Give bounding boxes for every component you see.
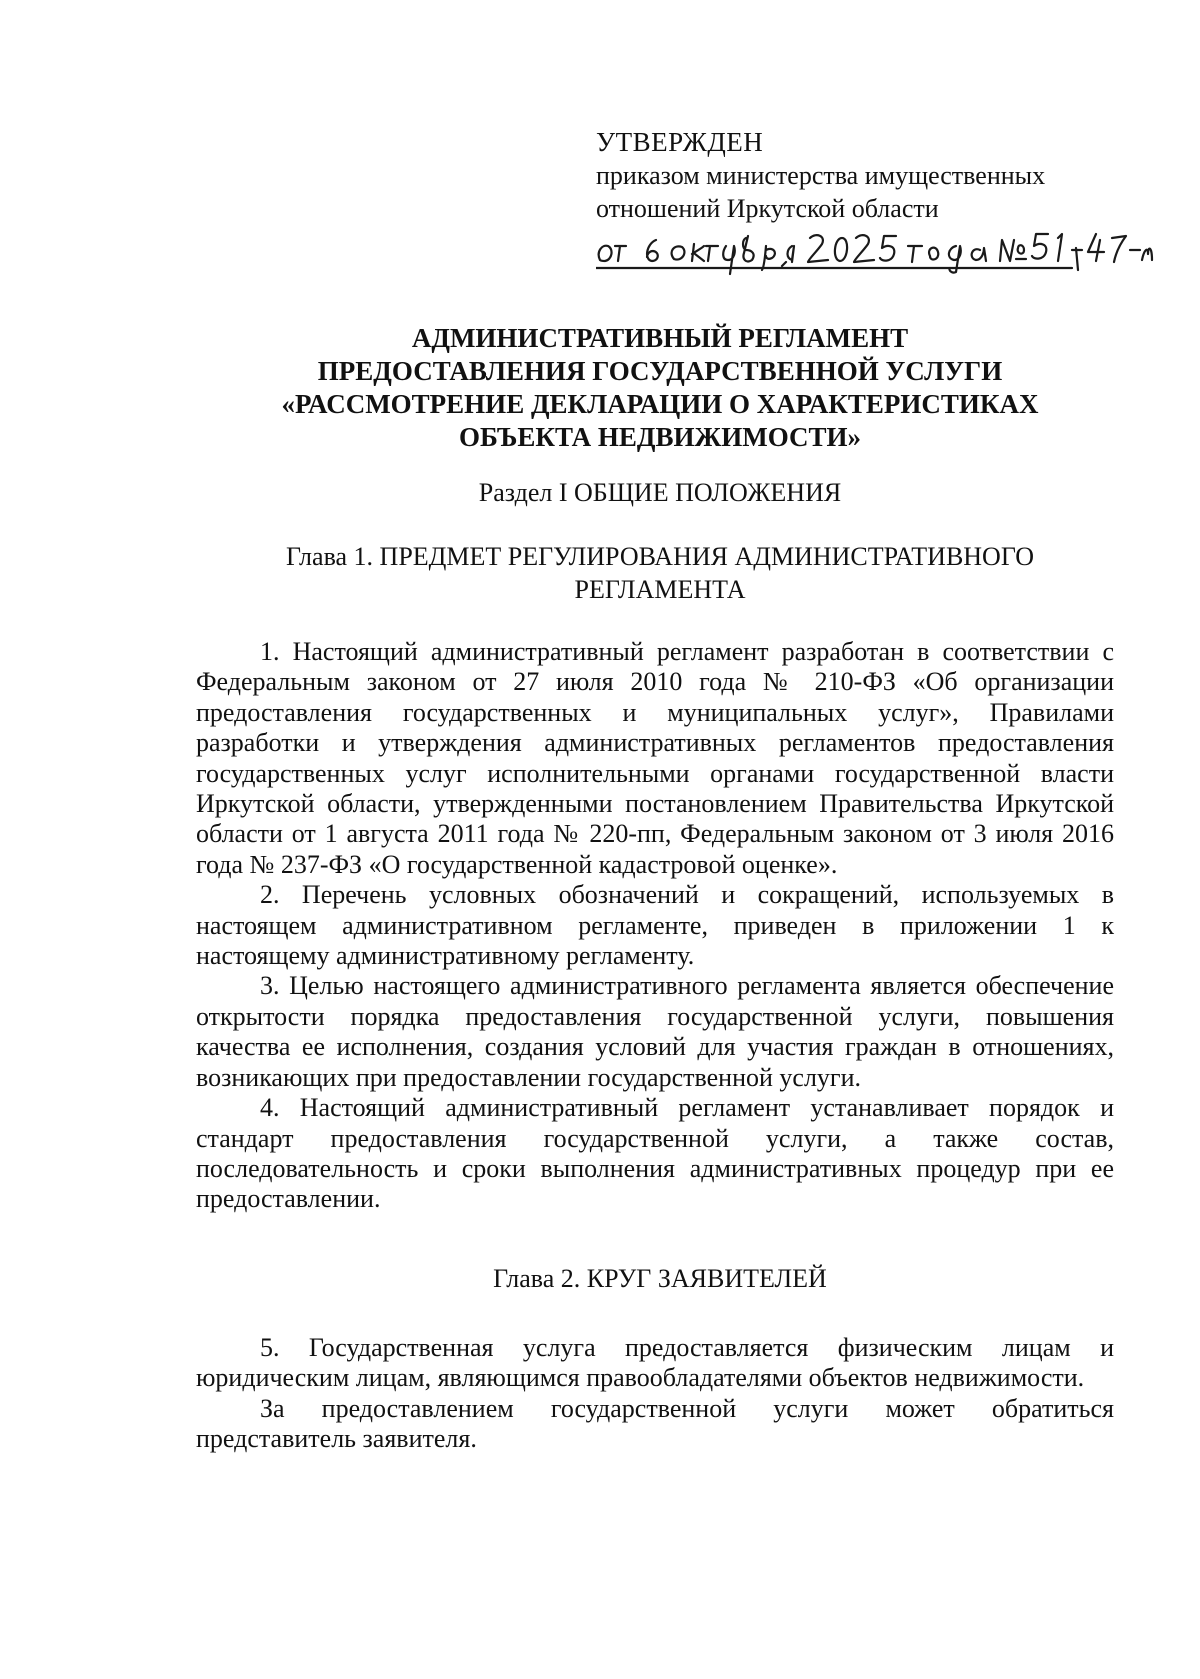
approval-line-2: отношений Иркутской области — [596, 194, 939, 223]
title-line-3: «РАССМОТРЕНИЕ ДЕКЛАРАЦИИ О ХАРАКТЕРИСТИКАХ — [281, 389, 1039, 419]
regulation-title — [200, 322, 1120, 454]
chapter-2-body — [196, 1333, 1114, 1455]
paragraph-4: 4. Настоящий административный регламент устанавливает порядок и стандарт предоставления государственной услуги, а также состав, последовательность и сроки выполнения административных процедур при ее предоставлении. — [196, 1093, 1114, 1214]
approval-stamp — [596, 126, 1156, 225]
chapter-1-body — [196, 637, 1114, 1215]
paragraph-3: 3. Целью настоящего административного регламента является обеспечение открытости порядка предоставления государственной услуги, повышения качества ее исполнения, создания условий для участия граждан в отношениях, возникающих при предоставлении государственной услуги. — [196, 971, 1114, 1092]
paragraph-5: 5. Государственная услуга предоставляется физическим лицам и юридическим лицам, являющимся правообладателями объектов недвижимости. — [196, 1333, 1114, 1393]
handwritten-date-drawing — [596, 226, 1156, 278]
chapter-1-heading-line-2: РЕГЛАМЕНТА — [574, 575, 746, 604]
chapter-1-heading — [200, 540, 1120, 606]
title-line-2: ПРЕДОСТАВЛЕНИЯ ГОСУДАРСТВЕННОЙ УСЛУГИ — [317, 356, 1003, 386]
paragraph-1: 1. Настоящий административный регламент разработан в соответствии с Федеральным законом от 27 июля 2010 года № 210-ФЗ «Об организации предоставления государственных и муниципальных услуг», Правилами разработки и утверждения административных регламентов предоставления государственных услуг исполнительными органами государственной власти Иркутской области, утвержденными постановлением Правительства Иркутской области от 1 августа 2011 года № 220-пп, Федеральным законом от 3 июля 2016 года № 237-ФЗ «О государственной кадастровой оценке». — [196, 637, 1114, 879]
chapter-2-heading: Глава 2. КРУГ ЗАЯВИТЕЛЕЙ — [493, 1264, 827, 1293]
section-heading: Раздел I ОБЩИЕ ПОЛОЖЕНИЯ — [478, 478, 842, 507]
title-line-4: ОБЪЕКТА НЕДВИЖИМОСТИ» — [458, 422, 862, 452]
approval-line-1: приказом министерства имущественных — [596, 161, 1046, 190]
paragraph-representative: За предоставлением государственной услуги может обратиться представитель заявителя. — [196, 1393, 1114, 1454]
paragraph-2: 2. Перечень условных обозначений и сокращений, используемых в настоящем административном регламенте, приведен в приложении 1 к настоящему административному регламенту. — [196, 880, 1114, 971]
handwritten-order-date — [596, 226, 1156, 278]
approval-heading: УТВЕРЖДЕН — [596, 127, 764, 157]
title-line-1: АДМИНИСТРАТИВНЫЙ РЕГЛАМЕНТ — [411, 323, 909, 353]
chapter-1-heading-line-1: Глава 1. ПРЕДМЕТ РЕГУЛИРОВАНИЯ АДМИНИСТРАТИВНОГО — [285, 542, 1034, 571]
